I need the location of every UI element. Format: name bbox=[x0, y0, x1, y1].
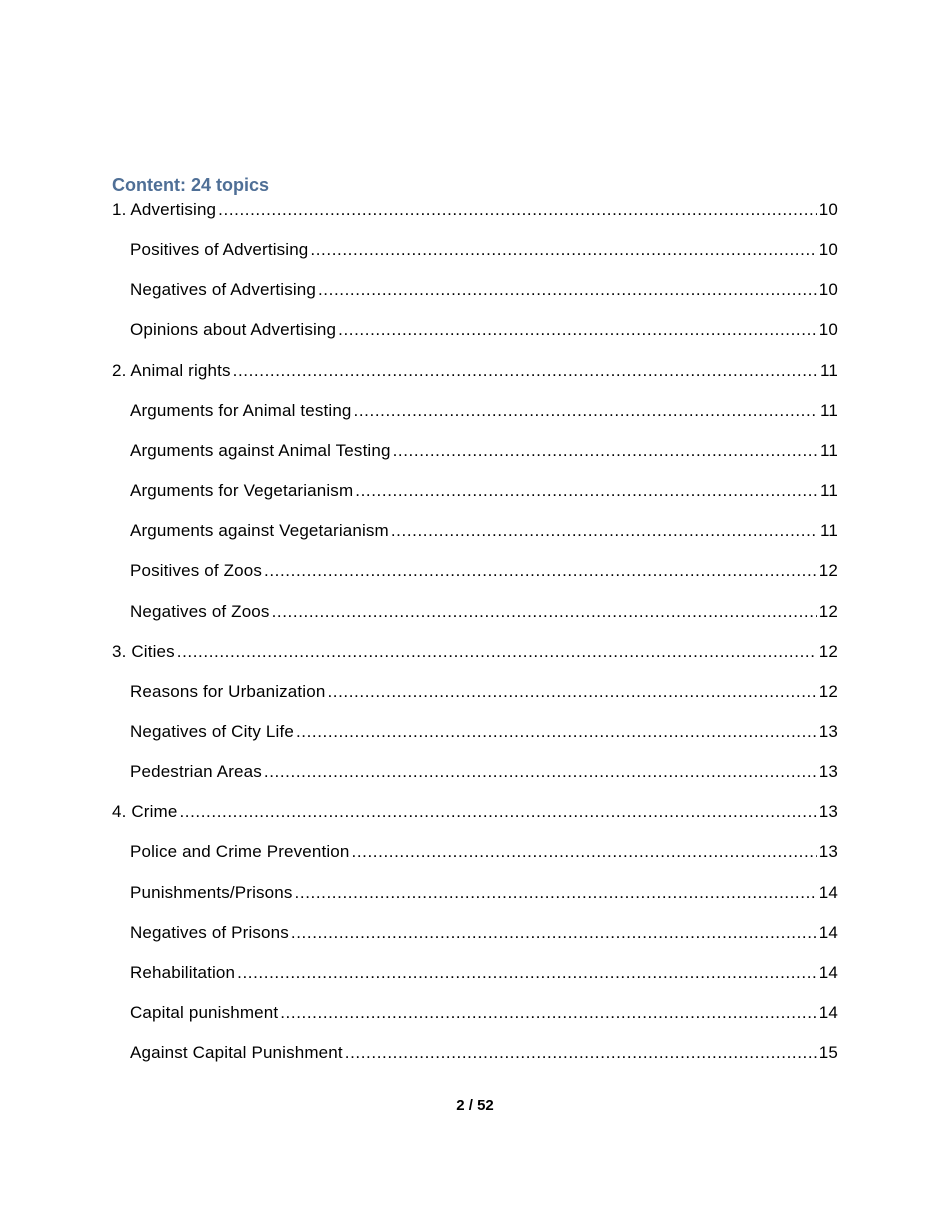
toc-dot-leader bbox=[352, 841, 817, 863]
toc-entry-label: Arguments against Vegetarianism bbox=[130, 521, 389, 540]
toc-entry-label: Rehabilitation bbox=[130, 963, 236, 982]
toc-entry-page-number: 12 bbox=[818, 642, 838, 661]
toc-entry-page-number: 11 bbox=[820, 401, 838, 420]
toc-subsection-entry[interactable] bbox=[130, 601, 838, 623]
toc-entry-page-number: 10 bbox=[818, 240, 838, 259]
toc-entry-label: Negatives of Advertising bbox=[130, 280, 316, 299]
toc-entry-label: Positives of Advertising bbox=[130, 240, 309, 259]
toc-dot-leader bbox=[218, 199, 817, 221]
toc-dot-leader bbox=[355, 480, 818, 502]
toc-dot-leader bbox=[179, 801, 816, 823]
toc-dot-leader bbox=[327, 681, 816, 703]
toc-entry-label: 4. Crime bbox=[112, 802, 178, 821]
toc-subsection-entry[interactable] bbox=[130, 400, 838, 422]
toc-dot-leader bbox=[345, 1042, 817, 1064]
toc-section-entry[interactable] bbox=[112, 360, 838, 382]
toc-title: Content: 24 topics bbox=[112, 175, 270, 195]
toc-dot-leader bbox=[264, 761, 817, 783]
toc-subsection-entry[interactable] bbox=[130, 1042, 838, 1064]
toc-entry-page-number: 10 bbox=[818, 200, 838, 219]
toc-dot-leader bbox=[296, 721, 817, 743]
toc-subsection-entry[interactable] bbox=[130, 681, 838, 703]
toc-entry-page-number: 12 bbox=[818, 602, 838, 621]
toc-entry-label: 2. Animal rights bbox=[112, 361, 231, 380]
toc-entry-page-number: 11 bbox=[820, 441, 838, 460]
toc-entry-label: Negatives of City Life bbox=[130, 722, 294, 741]
toc-dot-leader bbox=[354, 400, 819, 422]
toc-dot-leader bbox=[237, 962, 817, 984]
toc-subsection-entry[interactable] bbox=[130, 239, 838, 261]
toc-entry-label: Arguments for Vegetarianism bbox=[130, 481, 354, 500]
toc-dot-leader bbox=[291, 922, 817, 944]
toc-entry-label: Reasons for Urbanization bbox=[130, 682, 326, 701]
toc-entry-label: Negatives of Prisons bbox=[130, 923, 289, 942]
toc-dot-leader bbox=[338, 319, 817, 341]
toc-entry-page-number: 11 bbox=[820, 361, 838, 380]
toc-subsection-entry[interactable] bbox=[130, 560, 838, 582]
toc-entry-page-number: 12 bbox=[818, 561, 838, 580]
toc-subsection-entry[interactable] bbox=[130, 761, 838, 783]
toc-dot-leader bbox=[393, 440, 818, 462]
toc-subsection-entry[interactable] bbox=[130, 1002, 838, 1024]
toc-entry-label: Against Capital Punishment bbox=[130, 1043, 343, 1062]
toc-subsection-entry[interactable] bbox=[130, 882, 838, 904]
toc-subsection-entry[interactable] bbox=[130, 520, 838, 542]
toc-section-entry[interactable] bbox=[112, 801, 838, 823]
toc-entry-page-number: 14 bbox=[818, 963, 838, 982]
toc-subsection-entry[interactable] bbox=[130, 319, 838, 341]
toc-section-entry[interactable] bbox=[112, 199, 838, 221]
toc-entry-page-number: 13 bbox=[818, 762, 838, 781]
toc-entry-label: Police and Crime Prevention bbox=[130, 842, 350, 861]
toc-entry-label: Arguments against Animal Testing bbox=[130, 441, 391, 460]
toc-entry-label: Pedestrian Areas bbox=[130, 762, 262, 781]
toc-entry-page-number: 13 bbox=[818, 842, 838, 861]
toc-dot-leader bbox=[295, 882, 817, 904]
toc-entry-page-number: 10 bbox=[818, 280, 838, 299]
toc-subsection-entry[interactable] bbox=[130, 841, 838, 863]
toc-dot-leader bbox=[233, 360, 818, 382]
toc-dot-leader bbox=[310, 239, 816, 261]
toc-entry-label: Negatives of Zoos bbox=[130, 602, 270, 621]
toc-entry-page-number: 11 bbox=[820, 481, 838, 500]
toc-subsection-entry[interactable] bbox=[130, 922, 838, 944]
toc-subsection-entry[interactable] bbox=[130, 279, 838, 301]
toc-entry-page-number: 15 bbox=[818, 1043, 838, 1062]
toc-entry-page-number: 14 bbox=[818, 883, 838, 902]
toc-dot-leader bbox=[391, 520, 818, 542]
toc-entry-label: Arguments for Animal testing bbox=[130, 401, 352, 420]
toc-entry-label: Punishments/Prisons bbox=[130, 883, 293, 902]
toc-subsection-entry[interactable] bbox=[130, 440, 838, 462]
toc-entry-page-number: 13 bbox=[818, 802, 838, 821]
toc-dot-leader bbox=[318, 279, 817, 301]
toc-entry-page-number: 14 bbox=[818, 1003, 838, 1022]
toc-dot-leader bbox=[280, 1002, 817, 1024]
toc-subsection-entry[interactable] bbox=[130, 721, 838, 743]
toc-entry-page-number: 11 bbox=[820, 521, 838, 540]
toc-subsection-entry[interactable] bbox=[130, 962, 838, 984]
toc-dot-leader bbox=[264, 560, 817, 582]
toc-dot-leader bbox=[177, 641, 817, 663]
toc-section-entry[interactable] bbox=[112, 641, 838, 663]
toc-entry-label: Opinions about Advertising bbox=[130, 320, 337, 339]
toc-entry-label: 1. Advertising bbox=[112, 200, 217, 219]
toc-entry-page-number: 10 bbox=[818, 320, 838, 339]
toc-entry-label: 3. Cities bbox=[112, 642, 175, 661]
toc-entry-label: Positives of Zoos bbox=[130, 561, 262, 580]
toc-entry-page-number: 14 bbox=[818, 923, 838, 942]
toc-entry-label: Capital punishment bbox=[130, 1003, 279, 1022]
toc-dot-leader bbox=[272, 601, 817, 623]
page-number: 2 / 52 bbox=[456, 1097, 494, 1114]
toc-subsection-entry[interactable] bbox=[130, 480, 838, 502]
toc-entry-page-number: 13 bbox=[818, 722, 838, 741]
toc-entry-page-number: 12 bbox=[818, 682, 838, 701]
